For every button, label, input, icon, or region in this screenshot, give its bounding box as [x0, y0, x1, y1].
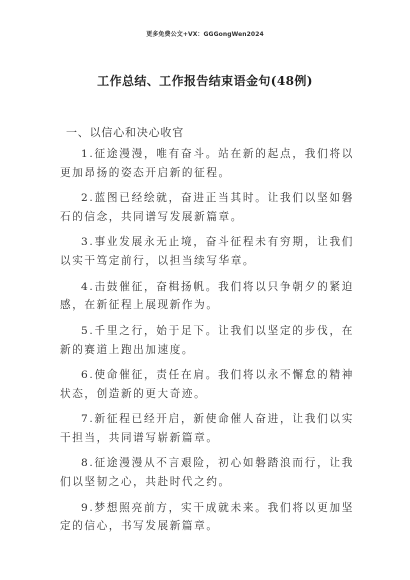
list-item: 9.梦想照亮前方，实干成就未来。我们将以更加坚定的信心，书写发展新篇章。 [60, 501, 354, 533]
list-item: 7.新征程已经开启，新使命催人奋进，让我们以实干担当，共同谱写崭新篇章。 [60, 413, 354, 444]
list-item: 4.击鼓催征，奋楫扬帆。我们将以只争朝夕的紧迫感，在新征程上展现新作为。 [60, 280, 354, 312]
list-item: 8.征途漫漫从不言艰险，初心如磐踏浪而行，让我们以坚韧之心，共赴时代之约。 [60, 457, 354, 489]
item-list [0, 145, 410, 543]
list-item: 3.事业发展永无止境，奋斗征程未有穷期，让我们以实干笃定前行，以担当续写华章。 [60, 236, 354, 268]
list-item: 2.蓝图已经绘就，奋进正当其时。让我们以坚如磐石的信念，共同谱写发展新篇章。 [60, 192, 354, 223]
header-note: 更多免费公文+VX：GGGongWen2024 [146, 31, 264, 38]
list-item: 5.千里之行，始于足下。让我们以坚定的步伐，在新的赛道上跑出加速度。 [60, 324, 354, 356]
section-heading: 一、以信心和决心收官 [66, 126, 184, 139]
document-title: 工作总结、工作报告结束语金句(48例) [97, 74, 313, 88]
list-item: 6.使命催征，责任在肩。我们将以永不懈怠的精神状态，创造新的更大奇迹。 [60, 368, 354, 400]
list-item: 1.征途漫漫，唯有奋斗。站在新的起点，我们将以更加昂扬的姿态开启新的征程。 [60, 148, 354, 179]
